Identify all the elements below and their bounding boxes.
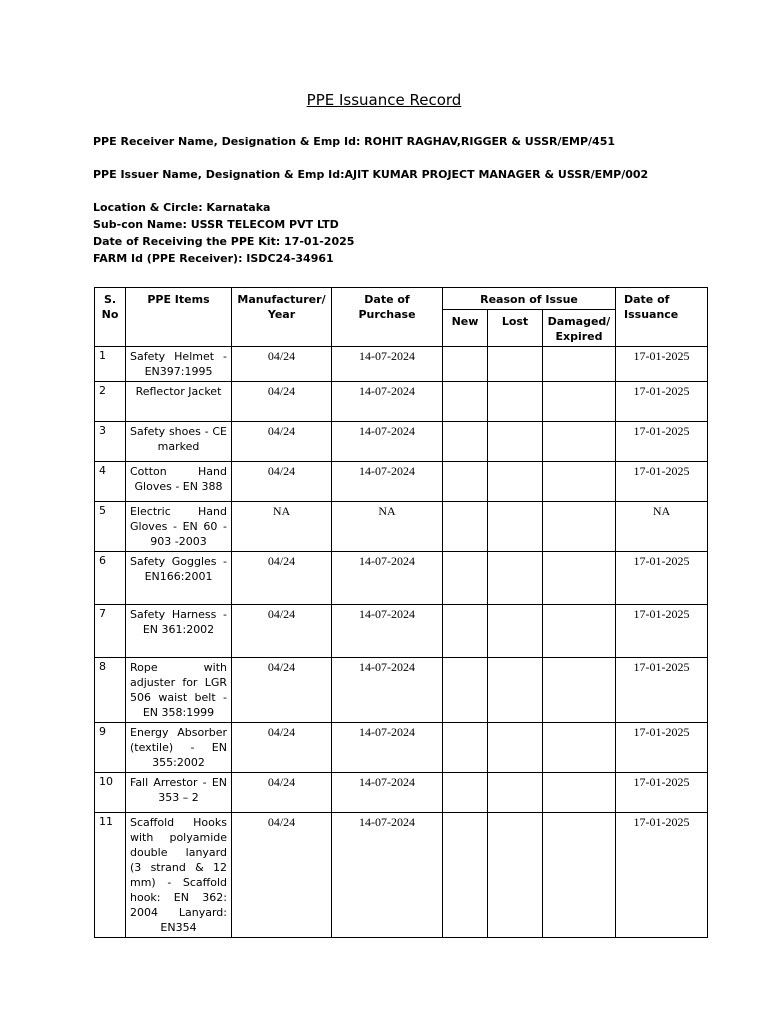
cell-lost <box>488 462 543 502</box>
cell-damaged <box>543 723 616 773</box>
cell-item: Electric Hand Gloves - EN 60 - 903 -2003 <box>126 502 232 552</box>
cell-issuance-date: 17-01-2025 <box>616 773 708 813</box>
cell-new <box>443 813 488 938</box>
header-date-of-purchase: Date of Purchase <box>332 288 443 347</box>
table-row <box>95 723 708 773</box>
date-received-line: Date of Receiving the PPE Kit: 17-01-2025 <box>93 235 355 248</box>
cell-lost <box>488 502 543 552</box>
cell-lost <box>488 658 543 723</box>
header-date-of-issuance: Date of Issuance <box>616 288 708 347</box>
cell-manufacturer: 04/24 <box>232 552 332 605</box>
cell-purchase-date: 14-07-2024 <box>332 813 443 938</box>
cell-sno: 2 <box>95 382 126 422</box>
table-row <box>95 552 708 605</box>
cell-issuance-date: 17-01-2025 <box>616 658 708 723</box>
cell-purchase-date: 14-07-2024 <box>332 347 443 382</box>
cell-sno: 4 <box>95 462 126 502</box>
issuer-line: PPE Issuer Name, Designation & Emp Id:AJIT KUMAR PROJECT MANAGER & USSR/EMP/002 <box>93 168 649 181</box>
cell-issuance-date: 17-01-2025 <box>616 347 708 382</box>
cell-sno: 3 <box>95 422 126 462</box>
cell-sno: 9 <box>95 723 126 773</box>
cell-damaged <box>543 462 616 502</box>
cell-lost <box>488 382 543 422</box>
cell-new <box>443 723 488 773</box>
cell-damaged <box>543 773 616 813</box>
cell-lost <box>488 552 543 605</box>
cell-damaged <box>543 347 616 382</box>
cell-purchase-date: 14-07-2024 <box>332 422 443 462</box>
cell-manufacturer: 04/24 <box>232 773 332 813</box>
cell-new <box>443 502 488 552</box>
table-row <box>95 773 708 813</box>
page-title: PPE Issuance Record <box>306 91 462 109</box>
header-lost: Lost <box>488 310 543 347</box>
cell-manufacturer: NA <box>232 502 332 552</box>
cell-new <box>443 773 488 813</box>
cell-sno: 5 <box>95 502 126 552</box>
table-row <box>95 502 708 552</box>
cell-item: Safety Helmet - EN397:1995 <box>126 347 232 382</box>
cell-lost <box>488 723 543 773</box>
cell-sno: 8 <box>95 658 126 723</box>
header-manufacturer-year: Manufacturer/ Year <box>232 288 332 347</box>
cell-sno: 10 <box>95 773 126 813</box>
table-row <box>95 382 708 422</box>
ppe-table <box>94 287 708 938</box>
cell-issuance-date: 17-01-2025 <box>616 552 708 605</box>
cell-new <box>443 422 488 462</box>
cell-damaged <box>543 605 616 658</box>
cell-damaged <box>543 382 616 422</box>
cell-item: Cotton Hand Gloves - EN 388 <box>126 462 232 502</box>
cell-manufacturer: 04/24 <box>232 813 332 938</box>
header-damaged-expired: Damaged/ Expired <box>543 310 616 347</box>
cell-sno: 11 <box>95 813 126 938</box>
cell-new <box>443 658 488 723</box>
table-row <box>95 422 708 462</box>
cell-item: Rope with adjuster for LGR 506 waist belt - EN 358:1999 <box>126 658 232 723</box>
cell-new <box>443 347 488 382</box>
cell-lost <box>488 347 543 382</box>
table-row <box>95 347 708 382</box>
cell-manufacturer: 04/24 <box>232 347 332 382</box>
cell-purchase-date: 14-07-2024 <box>332 605 443 658</box>
table-row <box>95 658 708 723</box>
cell-manufacturer: 04/24 <box>232 658 332 723</box>
cell-damaged <box>543 813 616 938</box>
cell-purchase-date: 14-07-2024 <box>332 658 443 723</box>
header-sno: S. No <box>95 288 126 347</box>
cell-purchase-date: 14-07-2024 <box>332 382 443 422</box>
cell-damaged <box>543 552 616 605</box>
cell-lost <box>488 605 543 658</box>
cell-damaged <box>543 422 616 462</box>
farm-id-line: FARM Id (PPE Receiver): ISDC24-34961 <box>93 252 334 265</box>
cell-purchase-date: NA <box>332 502 443 552</box>
cell-item: Reflector Jacket <box>126 382 232 422</box>
header-new: New <box>443 310 488 347</box>
subcon-line: Sub-con Name: USSR TELECOM PVT LTD <box>93 218 339 231</box>
cell-sno: 1 <box>95 347 126 382</box>
cell-manufacturer: 04/24 <box>232 723 332 773</box>
cell-issuance-date: 17-01-2025 <box>616 813 708 938</box>
cell-lost <box>488 422 543 462</box>
header-ppe-items: PPE Items <box>126 288 232 347</box>
cell-purchase-date: 14-07-2024 <box>332 773 443 813</box>
cell-lost <box>488 773 543 813</box>
cell-item: Fall Arrestor - EN 353 – 2 <box>126 773 232 813</box>
location-line: Location & Circle: Karnataka <box>93 201 271 214</box>
cell-item: Safety Goggles - EN166:2001 <box>126 552 232 605</box>
cell-manufacturer: 04/24 <box>232 422 332 462</box>
cell-new <box>443 605 488 658</box>
cell-new <box>443 462 488 502</box>
cell-manufacturer: 04/24 <box>232 382 332 422</box>
cell-new <box>443 552 488 605</box>
cell-purchase-date: 14-07-2024 <box>332 462 443 502</box>
cell-issuance-date: 17-01-2025 <box>616 382 708 422</box>
cell-item: Safety Harness - EN 361:2002 <box>126 605 232 658</box>
cell-damaged <box>543 502 616 552</box>
cell-sno: 7 <box>95 605 126 658</box>
table-row <box>95 462 708 502</box>
table-row <box>95 813 708 938</box>
cell-issuance-date: NA <box>616 502 708 552</box>
cell-item: Safety shoes - CE marked <box>126 422 232 462</box>
cell-issuance-date: 17-01-2025 <box>616 723 708 773</box>
cell-manufacturer: 04/24 <box>232 605 332 658</box>
cell-issuance-date: 17-01-2025 <box>616 422 708 462</box>
header-reason-of-issue: Reason of Issue <box>443 288 616 310</box>
cell-item: Scaffold Hooks with polyamide double lanyard (3 strand & 12 mm) - Scaffold hook: EN 362: 2004 Lanyard: EN354 <box>126 813 232 938</box>
cell-item: Energy Absorber (textile) - EN 355:2002 <box>126 723 232 773</box>
cell-new <box>443 382 488 422</box>
receiver-line: PPE Receiver Name, Designation & Emp Id: ROHIT RAGHAV,RIGGER & USSR/EMP/451 <box>93 135 616 148</box>
cell-purchase-date: 14-07-2024 <box>332 552 443 605</box>
cell-lost <box>488 813 543 938</box>
cell-manufacturer: 04/24 <box>232 462 332 502</box>
cell-damaged <box>543 658 616 723</box>
table-row <box>95 605 708 658</box>
cell-purchase-date: 14-07-2024 <box>332 723 443 773</box>
cell-issuance-date: 17-01-2025 <box>616 605 708 658</box>
cell-issuance-date: 17-01-2025 <box>616 462 708 502</box>
cell-sno: 6 <box>95 552 126 605</box>
